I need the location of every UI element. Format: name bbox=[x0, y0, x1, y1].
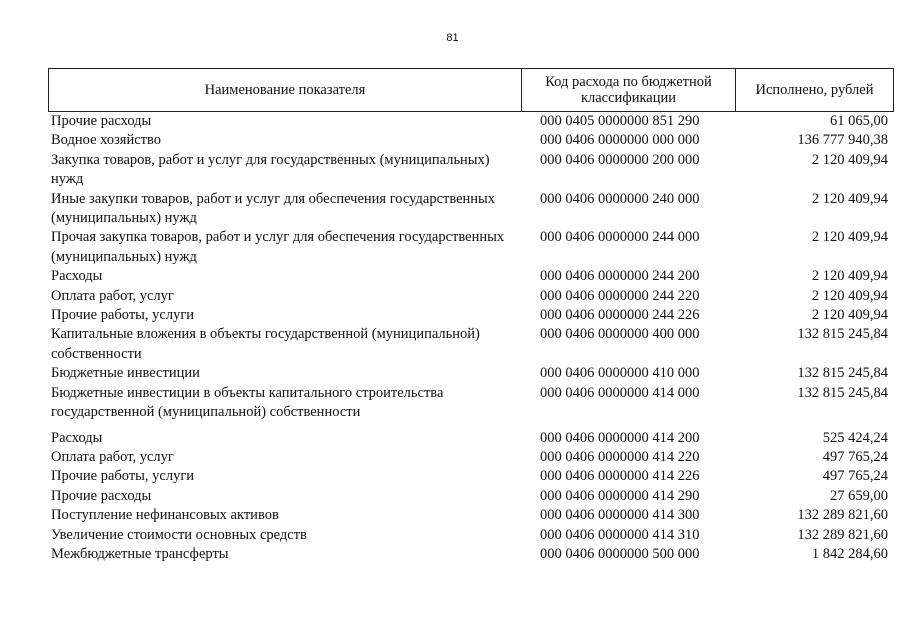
budget-table bbox=[48, 68, 894, 564]
row-amount: 2 120 409,94 bbox=[811, 307, 888, 324]
table-row bbox=[48, 384, 894, 423]
table-row bbox=[48, 267, 894, 286]
row-name: Бюджетные инвестиции в объекты капитального строительства государственной (муниципальной) собственности bbox=[51, 384, 444, 421]
row-name: Расходы bbox=[51, 268, 103, 285]
header-name: Наименование показателя bbox=[49, 69, 522, 111]
header-code: Код расхода по бюджетной классификации bbox=[522, 69, 736, 111]
table-row bbox=[48, 325, 894, 364]
table-row bbox=[48, 526, 894, 545]
row-name: Прочие работы, услуги bbox=[51, 468, 195, 485]
row-amount: 497 765,24 bbox=[822, 468, 888, 485]
row-amount: 497 765,24 bbox=[822, 448, 888, 465]
row-code: 000 0406 0000000 410 000 bbox=[540, 365, 700, 382]
table-row bbox=[48, 429, 894, 448]
row-amount: 525 424,24 bbox=[822, 429, 888, 446]
row-code: 000 0406 0000000 240 000 bbox=[540, 190, 700, 207]
page-number: 81 bbox=[446, 32, 459, 44]
row-code: 000 0406 0000000 414 310 bbox=[540, 526, 700, 543]
table-row bbox=[48, 228, 894, 267]
row-amount: 27 659,00 bbox=[830, 487, 888, 504]
table-row bbox=[48, 487, 894, 506]
row-name: Межбюджетные трансферты bbox=[51, 545, 229, 562]
row-name: Бюджетные инвестиции bbox=[51, 365, 200, 382]
table-row bbox=[48, 364, 894, 383]
row-amount: 2 120 409,94 bbox=[811, 268, 888, 285]
row-name: Оплата работ, услуг bbox=[51, 287, 174, 304]
table-row bbox=[48, 190, 894, 229]
row-amount: 136 777 940,38 bbox=[797, 132, 888, 149]
row-name: Прочие расходы bbox=[51, 113, 152, 129]
row-code: 000 0406 0000000 000 000 bbox=[540, 132, 700, 149]
row-name: Капитальные вложения в объекты государственной (муниципальной) собственности bbox=[51, 326, 480, 362]
row-name: Прочая закупка товаров, работ и услуг для обеспечения государственных (муниципальных) нужд bbox=[51, 229, 505, 265]
table-row bbox=[48, 287, 894, 306]
row-code: 000 0406 0000000 500 000 bbox=[540, 545, 700, 562]
table-row bbox=[48, 448, 894, 467]
row-name: Иные закупки товаров, работ и услуг для обеспечения государственных (муниципальных) нужд bbox=[51, 190, 496, 227]
row-amount: 2 120 409,94 bbox=[811, 190, 888, 207]
row-name: Поступление нефинансовых активов bbox=[51, 507, 279, 524]
row-code: 000 0406 0000000 414 290 bbox=[540, 487, 700, 504]
row-code: 000 0406 0000000 414 300 bbox=[540, 507, 700, 524]
table-body bbox=[48, 112, 894, 564]
table-header bbox=[48, 68, 894, 112]
row-code: 000 0406 0000000 414 220 bbox=[540, 448, 700, 465]
row-amount: 132 815 245,84 bbox=[797, 384, 888, 401]
row-name: Увеличение стоимости основных средств bbox=[51, 526, 307, 543]
table-row bbox=[48, 151, 894, 190]
table-row bbox=[48, 545, 894, 564]
row-amount: 1 842 284,60 bbox=[811, 545, 888, 562]
table-row bbox=[48, 306, 894, 325]
table-row bbox=[48, 112, 894, 131]
row-name: Прочие работы, услуги bbox=[51, 307, 195, 324]
row-amount: 2 120 409,94 bbox=[811, 151, 888, 168]
row-name: Водное хозяйство bbox=[51, 132, 162, 149]
row-code: 000 0406 0000000 414 226 bbox=[540, 468, 700, 485]
row-name: Оплата работ, услуг bbox=[51, 448, 174, 465]
row-code: 000 0406 0000000 244 200 bbox=[540, 268, 700, 285]
row-name: Расходы bbox=[51, 429, 103, 446]
row-code: 000 0406 0000000 200 000 bbox=[540, 151, 700, 168]
table-row bbox=[48, 467, 894, 486]
row-code: 000 0406 0000000 244 220 bbox=[540, 287, 700, 304]
row-code: 000 0405 0000000 851 290 bbox=[540, 113, 700, 129]
row-amount: 132 815 245,84 bbox=[797, 326, 888, 343]
row-amount: 61 065,00 bbox=[830, 113, 888, 129]
row-name: Прочие расходы bbox=[51, 487, 152, 504]
table-row bbox=[48, 506, 894, 525]
row-amount: 132 815 245,84 bbox=[797, 365, 888, 382]
header-amount: Исполнено, рублей bbox=[755, 82, 874, 98]
row-amount: 132 289 821,60 bbox=[797, 526, 888, 543]
row-amount: 2 120 409,94 bbox=[811, 287, 888, 304]
row-code: 000 0406 0000000 414 200 bbox=[540, 429, 700, 446]
row-amount: 2 120 409,94 bbox=[811, 229, 888, 246]
row-code: 000 0406 0000000 244 226 bbox=[540, 307, 700, 324]
row-code: 000 0406 0000000 414 000 bbox=[540, 384, 700, 401]
table-row bbox=[48, 131, 894, 150]
row-name: Закупка товаров, работ и услуг для государственных (муниципальных) нужд bbox=[51, 151, 490, 188]
row-code: 000 0406 0000000 244 000 bbox=[540, 229, 700, 246]
row-amount: 132 289 821,60 bbox=[797, 507, 888, 524]
row-code: 000 0406 0000000 400 000 bbox=[540, 326, 700, 343]
